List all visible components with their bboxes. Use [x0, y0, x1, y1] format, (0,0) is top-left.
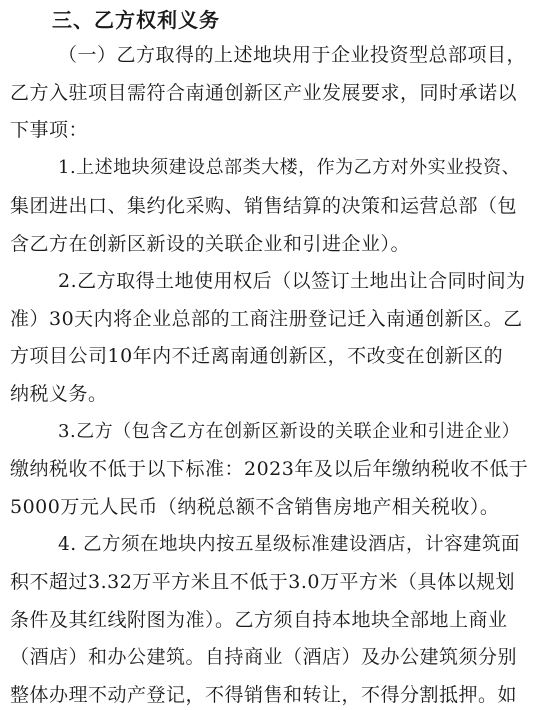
paragraph-line: 1.上述地块须建设总部类大楼，作为乙方对外实业投资、	[58, 157, 521, 178]
paragraph-line: 积不超过3.32万平方米且不低于3.0万平方米（具体以规划	[10, 571, 516, 593]
paragraph-line: 4. 乙方须在地块内按五星级标准建设酒店，计容建筑面	[58, 534, 521, 555]
paragraph-line: 乙方入驻项目需符合南通创新区产业发展要求，同时承诺以	[10, 82, 518, 104]
paragraph-line: 集团进出口、集约化采购、销售结算的决策和运营总部（包	[10, 195, 518, 217]
paragraph-line: （酒店）和办公建筑。自持商业（酒店）及办公建筑须分别	[10, 646, 518, 668]
paragraph-line: 方项目公司10年内不迁离南通创新区，不改变在创新区的	[10, 345, 504, 367]
paragraph-line: 条件及其红线附图为准）。乙方须自持本地块全部地上商业	[10, 609, 508, 631]
paragraph-line: （一）乙方取得的上述地块用于企业投资型总部项目，	[58, 44, 527, 66]
paragraph-line: 缴纳税收不低于以下标准：2023年及以后年缴纳税收不低于	[10, 458, 529, 480]
paragraph-line: 3.乙方（包含乙方在创新区新设的关联企业和引进企业）	[58, 421, 521, 442]
paragraph-line: 含乙方在创新区新设的关联企业和引进企业）。	[10, 233, 411, 255]
paragraph-line: 纳税义务。	[10, 383, 108, 405]
section-heading: 三、乙方权利义务	[52, 8, 220, 32]
paragraph-line: 2.乙方取得土地使用权后（以签订土地出让合同时间为	[58, 270, 526, 292]
paragraph-line: 整体办理不动产登记，不得销售和转让，不得分割抵押。如	[10, 684, 518, 706]
paragraph-line: 准）30天内将企业总部的工商注册登记迁入南通创新区。乙	[10, 308, 523, 330]
paragraph-line: 下事项：	[10, 119, 89, 141]
paragraph-line: 5000万元人民币（纳税总额不含销售房地产相关税收）。	[10, 496, 500, 518]
